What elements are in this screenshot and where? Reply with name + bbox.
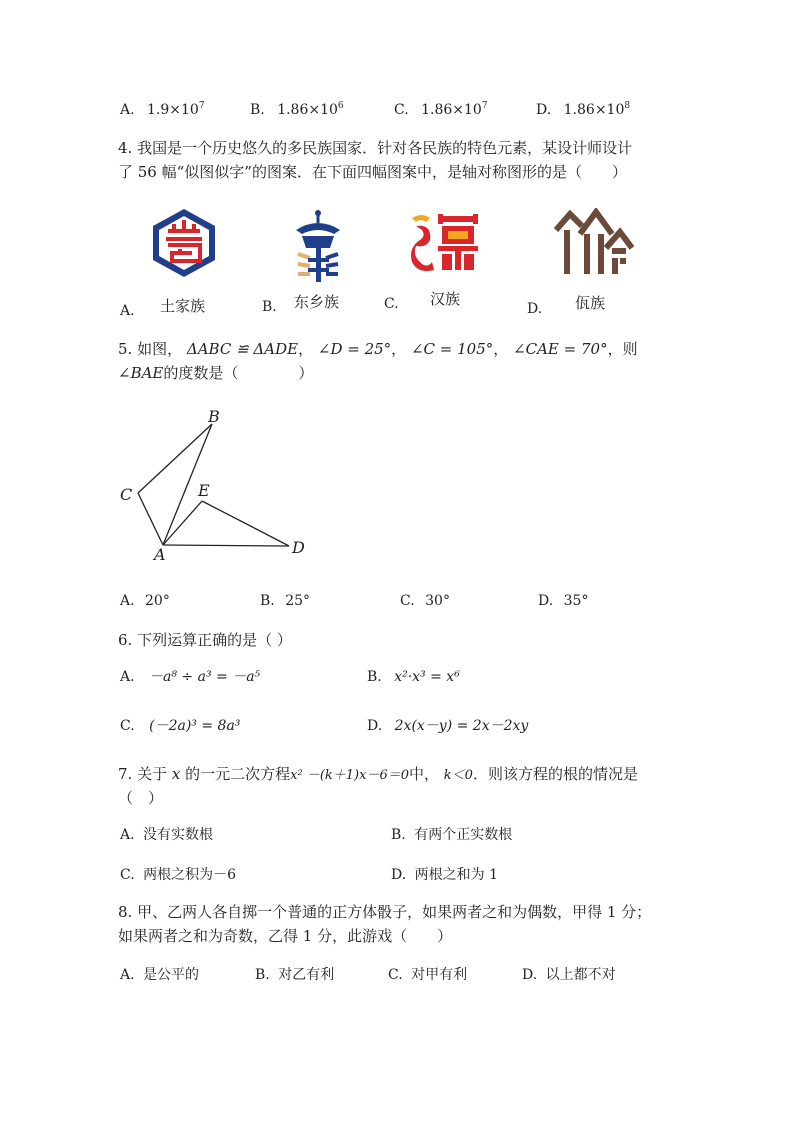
- q4-option-d-letter[interactable]: D.: [527, 301, 543, 317]
- q7-variable: x: [171, 765, 181, 783]
- q8-option-a[interactable]: [120, 965, 199, 985]
- option-letter: A.: [120, 669, 135, 685]
- option-expression: －a⁸ ÷ a³ = －a⁵: [149, 669, 261, 685]
- q8-stem-line1: 8. 甲、乙两人各自掷一个普通的正方体骰子，如果两者之和为偶数，甲得 1 分；: [118, 903, 652, 921]
- q4-option-b-caption: 东乡族: [294, 293, 340, 311]
- option-letter: D.: [391, 867, 407, 883]
- q4-stem-line2: 了 56 幅“似图似字”的图案．在下面四幅图案中，是轴对称图形的是（ ）: [118, 163, 627, 181]
- q7-stem-line1: [118, 764, 638, 786]
- q4-option-a-letter[interactable]: A.: [120, 303, 135, 319]
- option-letter: A.: [120, 102, 135, 118]
- option-letter: C.: [394, 102, 409, 118]
- option-letter: D.: [538, 593, 554, 609]
- option-text: 有两个正实数根: [414, 827, 513, 843]
- option-value: 1.86×10: [421, 102, 482, 118]
- vertex-c-label: C: [120, 485, 133, 504]
- q6-option-c[interactable]: [120, 716, 240, 736]
- option-letter: D.: [522, 967, 538, 983]
- q6-option-d[interactable]: [367, 716, 528, 736]
- wa-emblem-icon[interactable]: [554, 208, 634, 276]
- option-expression: 2x(x－y) = 2x－2xy: [394, 718, 529, 734]
- q7-text-a: 7. 关于: [118, 765, 168, 783]
- q5-suffix: ，则: [607, 340, 638, 358]
- option-text: 没有实数根: [143, 827, 214, 843]
- q7-equation: x² －(k＋1)x－6＝0: [290, 768, 409, 783]
- q5-prefix: 5. 如图，: [118, 340, 183, 358]
- option-value: 30°: [425, 593, 450, 609]
- vertex-a-label: A: [154, 545, 166, 564]
- q5-angle-bae: ∠BAE: [118, 364, 164, 382]
- option-value: 20°: [145, 593, 170, 609]
- triangle-figure: [110, 400, 330, 565]
- dongxiang-emblem-icon[interactable]: [290, 208, 346, 286]
- q4-option-b-letter[interactable]: B.: [262, 299, 277, 315]
- option-text: 以上都不对: [545, 967, 616, 983]
- option-expression: x²·x³ = x⁶: [394, 669, 460, 685]
- q7-text-b: 的一元二次方程: [185, 765, 291, 783]
- q7-option-a[interactable]: [120, 825, 213, 845]
- option-letter: C.: [120, 867, 135, 883]
- q5-option-d[interactable]: [538, 591, 588, 611]
- vertex-e-label: E: [198, 481, 210, 500]
- option-exponent: 7: [481, 101, 488, 111]
- q3-option-b[interactable]: [250, 100, 344, 120]
- q8-option-c[interactable]: [388, 965, 467, 985]
- q5-angle-cae: ∠CAE = 70°: [513, 340, 608, 358]
- option-letter: C.: [120, 718, 135, 734]
- q4-option-a-caption: 土家族: [160, 297, 206, 315]
- option-exponent: 7: [198, 101, 205, 111]
- q7-option-d[interactable]: [391, 865, 498, 885]
- q8-stem-line2: 如果两者之和为奇数，乙得 1 分，此游戏（ ）: [118, 927, 453, 945]
- q4-option-d-caption: 佤族: [575, 294, 606, 312]
- option-text: 两根之积为－6: [143, 867, 237, 883]
- option-letter: C.: [388, 967, 403, 983]
- q7-text-d: ．则该方程的根的情况是: [472, 765, 638, 783]
- q5-angle-d: ∠D = 25°: [317, 340, 392, 358]
- q3-option-d[interactable]: [536, 100, 630, 120]
- option-letter: D.: [536, 102, 552, 118]
- q7-option-c[interactable]: [120, 865, 236, 885]
- q7-stem-line2: （ ）: [118, 789, 164, 807]
- option-exponent: 6: [337, 101, 344, 111]
- q5-question: 的度数是（ ）: [163, 364, 314, 382]
- q6-option-a[interactable]: [120, 667, 260, 687]
- q3-option-a[interactable]: [120, 100, 205, 120]
- q5-congruence: ΔABC ≌ ΔADE: [186, 340, 299, 358]
- vertex-b-label: B: [208, 407, 220, 426]
- option-text: 是公平的: [143, 967, 200, 983]
- q8-option-d[interactable]: [522, 965, 616, 985]
- q4-option-c-caption: 汉族: [430, 290, 461, 308]
- q4-stem-line1: 4. 我国是一个历史悠久的多民族国家．针对各民族的特色元素，某设计师设计: [118, 139, 633, 157]
- option-value: 25°: [285, 593, 311, 609]
- option-letter: B.: [250, 102, 265, 118]
- option-letter: B.: [391, 827, 406, 843]
- q7-option-b[interactable]: [391, 825, 512, 845]
- option-text: 对甲有利: [411, 967, 468, 983]
- q5-stem-line1: 5. 如图， ΔABC ≌ ΔADE， ∠D = 25°， ∠C = 105°， ∠CAE = 70°，则: [118, 340, 638, 358]
- q7-text-c: 中，: [408, 765, 439, 783]
- q3-option-c[interactable]: [394, 100, 488, 120]
- q5-angle-c: ∠C = 105°: [410, 340, 494, 358]
- q5-option-a[interactable]: [120, 591, 170, 611]
- q5-option-c[interactable]: [400, 591, 450, 611]
- q6-option-b[interactable]: [367, 667, 460, 687]
- option-text: 对乙有利: [278, 967, 335, 983]
- option-value: 1.86×10: [277, 102, 338, 118]
- option-letter: D.: [367, 718, 383, 734]
- q7-condition: k＜0: [443, 768, 473, 783]
- vertex-d-label: D: [292, 538, 305, 557]
- q4-option-c-letter[interactable]: C.: [384, 296, 399, 312]
- option-value: 1.86×10: [563, 102, 625, 118]
- q5-stem-line2: [118, 363, 313, 383]
- q6-stem: 6. 下列运算正确的是（ ）: [118, 631, 292, 649]
- option-letter: B.: [367, 669, 382, 685]
- option-letter: A.: [120, 593, 135, 609]
- option-letter: B.: [260, 593, 275, 609]
- option-value: 1.9×10: [147, 102, 199, 118]
- option-letter: A.: [120, 827, 135, 843]
- tujia-emblem-icon[interactable]: [148, 207, 220, 279]
- han-emblem-icon[interactable]: [408, 212, 482, 274]
- option-text: 两根之和为 1: [414, 867, 498, 883]
- option-expression: (－2a)³ = 8a³: [149, 718, 241, 734]
- option-letter: B.: [255, 967, 270, 983]
- option-value: 35°: [563, 593, 589, 609]
- option-letter: A.: [120, 967, 135, 983]
- q5-option-b[interactable]: [260, 591, 310, 611]
- option-exponent: 8: [624, 101, 631, 111]
- option-letter: C.: [400, 593, 415, 609]
- q8-option-b[interactable]: [255, 965, 334, 985]
